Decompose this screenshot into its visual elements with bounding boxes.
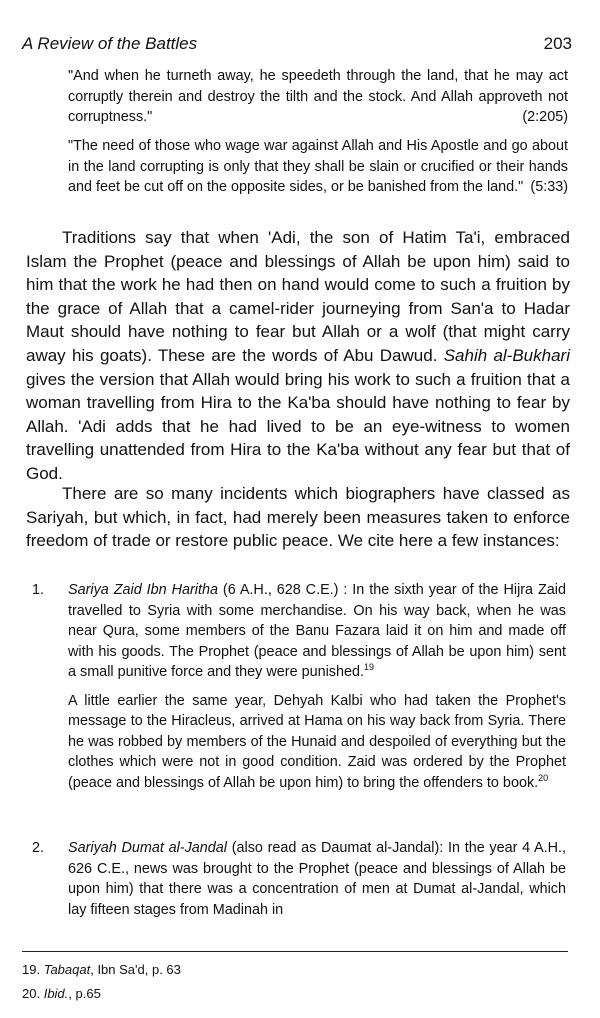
footnote-19-number: 19. [22,962,41,977]
quote-1 [68,66,568,128]
list-item-1-extra-text: A little earlier the same year, Dehyah Kalbi who had taken the Prophet's message to the Hiracleus, arrived at Hama on his way back from Syria. There he was robbed by members of the Hunaid and despoiled of everything but the clothes which were not in good condition. Zaid was ordered by the Prophet (peace and blessings of Allah be upon him) to bring the offenders to book. [68,692,566,791]
list-item-2 [22,838,566,920]
footnote-ref-19: 19 [363,662,374,673]
list-item-1-body: (6 A.H., 628 C.E.) : In the sixth year of the Hijra Zaid travelled to Syria with some merchandise. On his way back, when he was near Qura, some members of the Banu Fazara laid it on him and made off with his goods. The Prophet (peace and blessings of Allah be upon him) sent a small punitive force and they were punished. [68,582,566,680]
footnote-19 [22,962,181,977]
list-item-2-text [68,838,566,920]
running-title: A Review of the Battles [22,34,198,53]
list-item-2-body: (also read as Daumat al-Jandal): In the year 4 A.H., 626 C.E., news was brought to the Prophet (peace and blessings of Allah be upon him) that there was a concentration of men at Dumat al-Jandal, which lay fifteen stages from Madinah in [68,840,567,918]
list-item-1-text [68,580,566,683]
book-title-bukhari: Sahih al-Bukhari [443,345,570,365]
quote-2-text: "The need of those who wage war against Allah and His Apostle and go about in the land corrupting is only that they shall be slain or crucified or their hands and feet be cut off on the opposite sides, or be banished from the land." [68,138,568,195]
list-item-2-title: Sariyah Dumat al-Jandal [68,840,227,856]
quote-1-ref: (2:205) [522,109,568,125]
paragraph-1 [26,226,570,486]
footnote-20-number: 20. [22,986,41,1001]
footnote-20-source: Ibid. [43,986,69,1001]
footnote-20 [22,986,101,1001]
paragraph-1-text-b: gives the version that Allah would bring his work to such a fruition that a woman travelling from Hira to the Ka'ba should have nothing to fear by Allah. 'Adi adds that he had lived to be an eye-witness to women travelling unattended from Hira to the Ka'ba without any fear but that of God. [26,369,570,483]
running-header [22,34,572,54]
footnote-ref-20: 20 [538,772,549,783]
list-item-1-title: Sariya Zaid Ibn Haritha [68,582,218,598]
paragraph-2: There are so many incidents which biographers have classed as Sariyah, but which, in fact, had merely been measures taken to enforce freedom of trade or restore public peace. We cite here a few instances: [26,484,570,551]
footnote-20-detail: , p.65 [68,986,101,1001]
quote-2-ref: (5:33) [530,179,568,195]
list-item-1-continuation [68,691,566,794]
list-item-1-number: 1. [32,582,45,598]
quote-2 [68,136,568,198]
paragraph-1-text-a: Traditions say that when 'Adi, the son of Hatim Ta'i, embraced Islam the Prophet (peace and blessings of Allah be upon him) said to him that the work he had then on hand would come to such a fruition by the grace of Allah that a camel-rider journeying from San'a to Hadar Maut should have nothing to fear but Allah or a wolf (that might carry away his goats). These are the words of Abu Dawud. [26,228,570,365]
footnote-19-detail: , Ibn Sa'd, p. 63 [90,962,181,977]
list-item-2-number: 2. [32,840,45,856]
footnote-divider [22,951,568,952]
list-item-1 [22,580,566,793]
footnote-19-source: Tabaqat [43,962,91,977]
quote-1-text: "And when he turneth away, he speedeth through the land, that he may act corruptly therein and destroy the tilth and the stock. And Allah approveth not corruptness." [68,68,568,125]
page-number: 203 [543,34,572,53]
